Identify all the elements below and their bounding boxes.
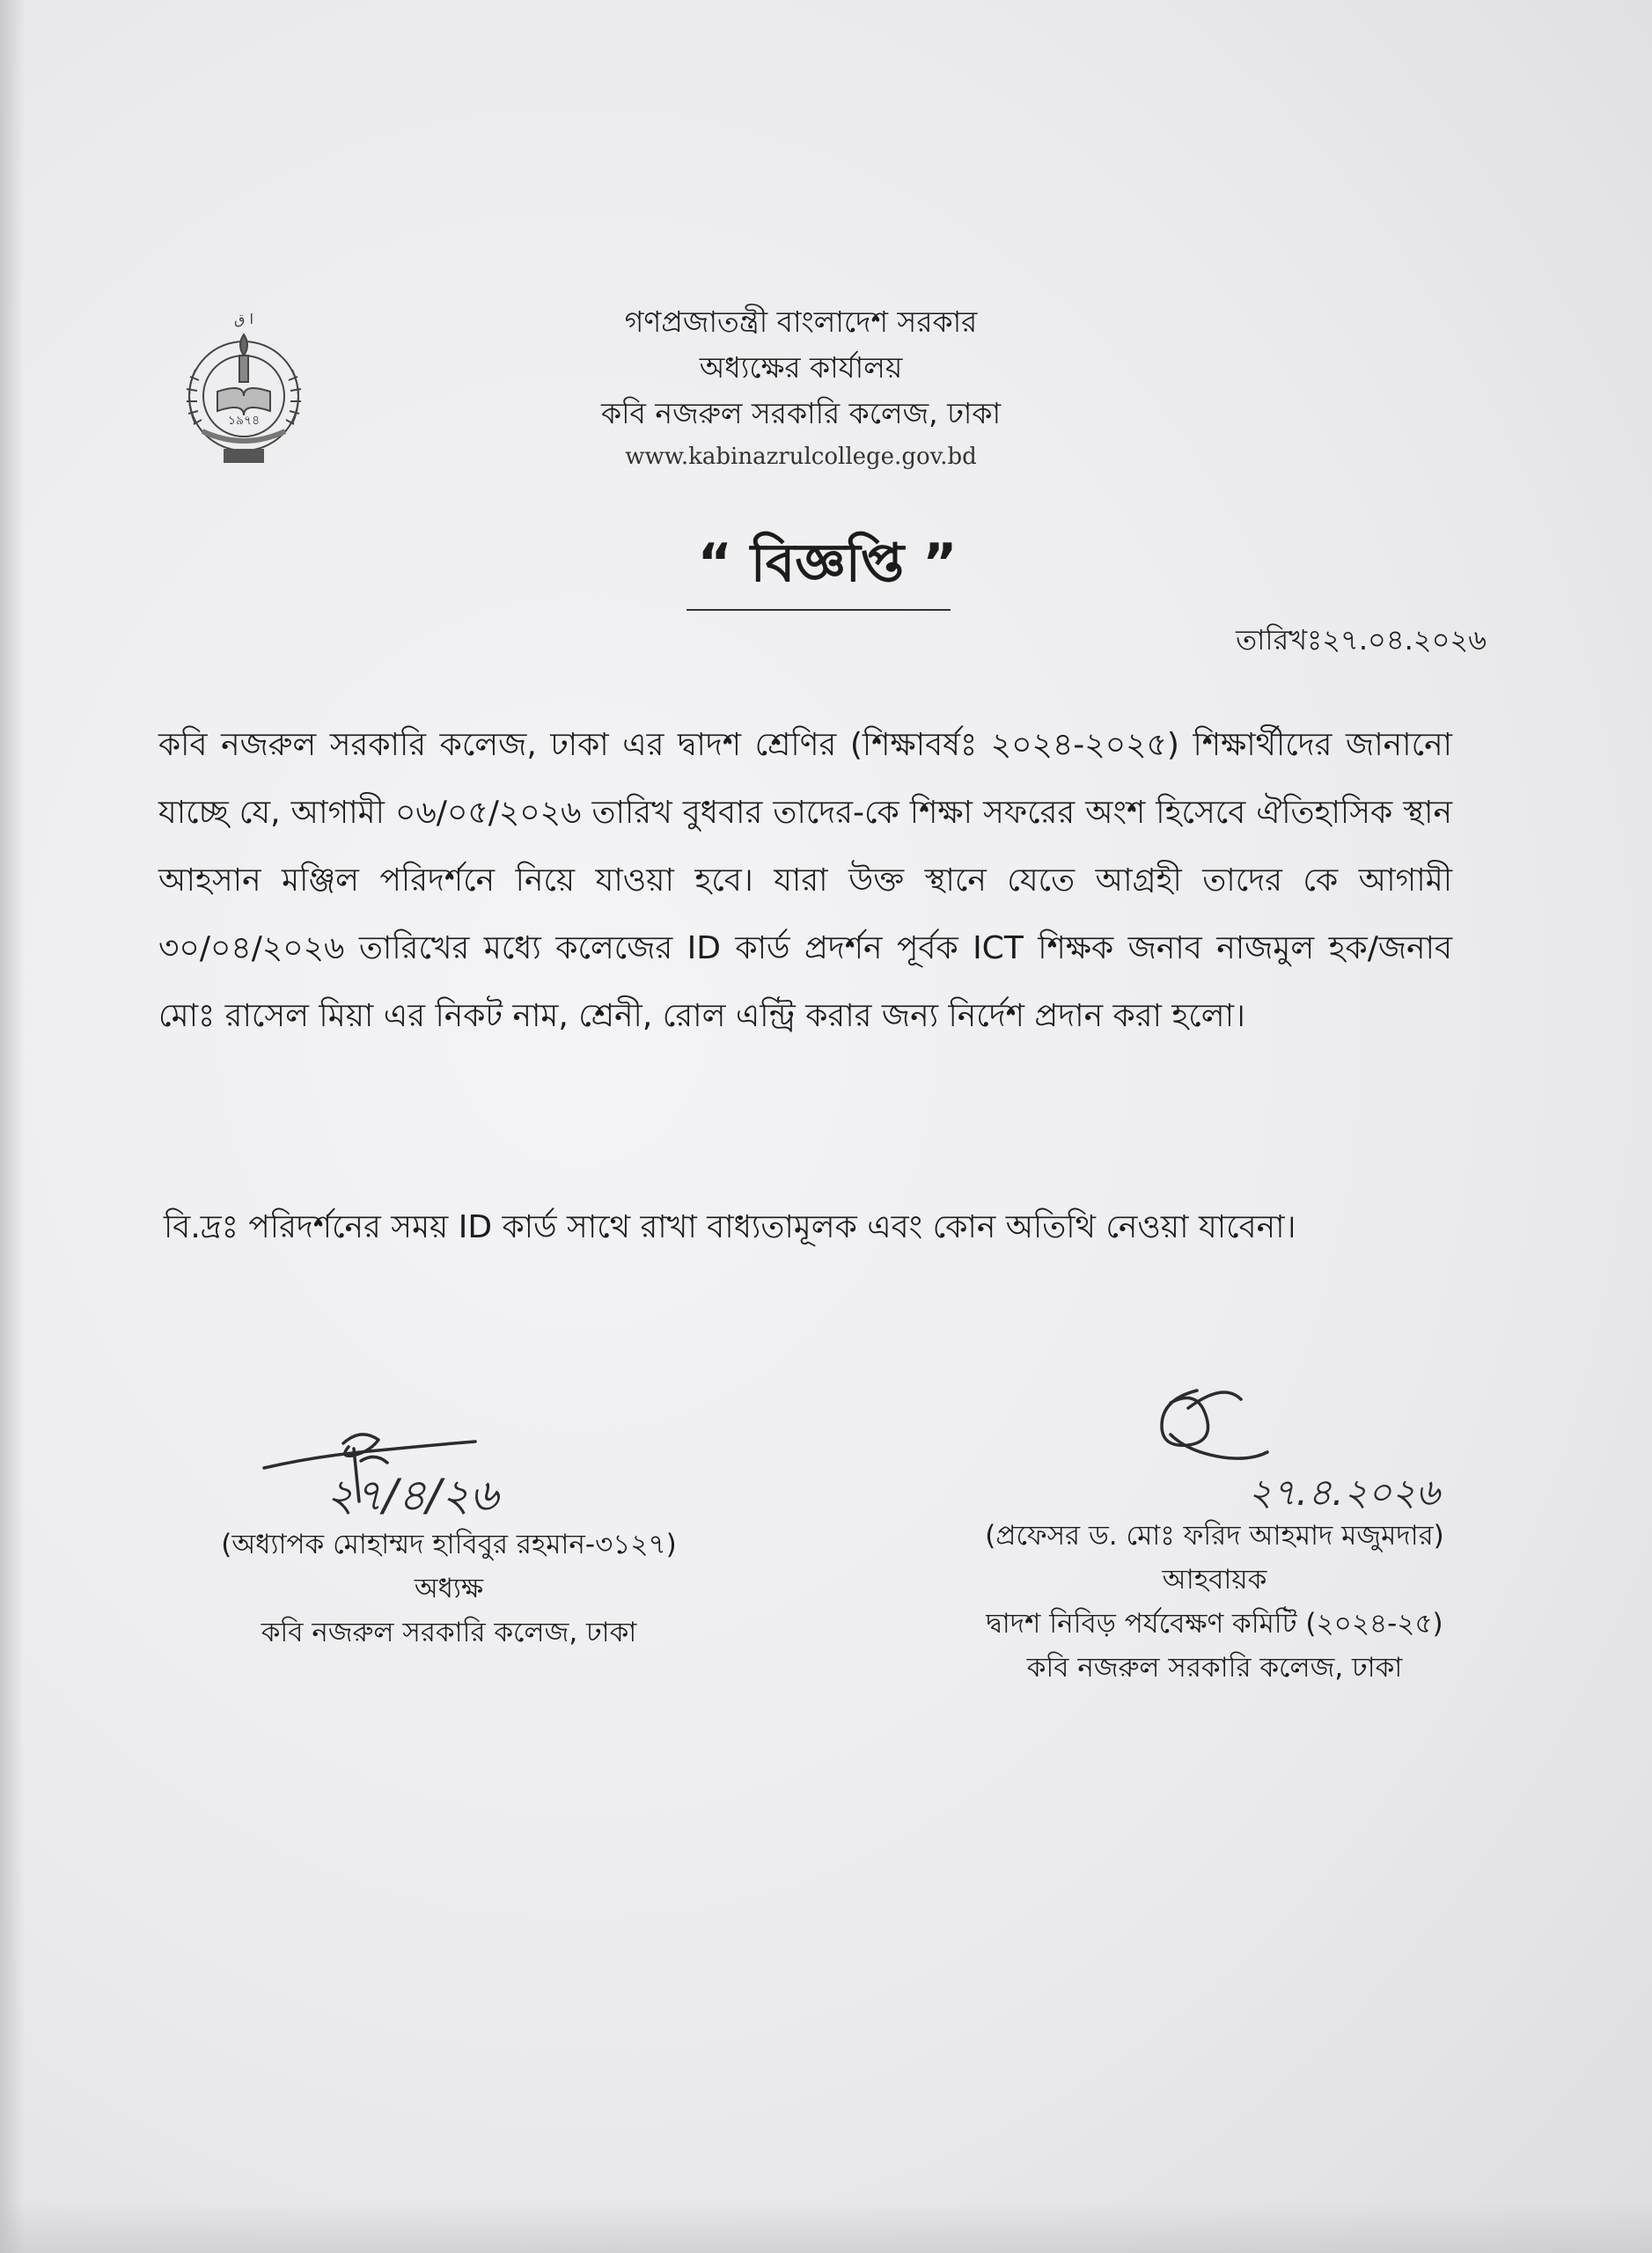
right-signature-date: ২৭.৪.২০২৬ (1248, 1471, 1440, 1514)
right-signatory-designation: আহবায়ক (1162, 1564, 1267, 1596)
notice-title: “ বিজ্ঞপ্তি ” (697, 532, 958, 594)
college-name: কবি নজরুল সরকারি কলেজ, ঢাকা (600, 396, 1002, 430)
left-signature-date: ২৭/৪/২৬ (326, 1470, 499, 1521)
left-signatory-institution: কবি নজরুল সরকারি কলেজ, ঢাকা (261, 1617, 637, 1648)
left-signatory-designation: অধ্যক্ষ (414, 1573, 484, 1604)
seal-year: ১৯৭৪ (227, 414, 261, 428)
office-name: অধ্যক্ষের কার্যালয় (699, 350, 903, 385)
college-seal-icon (169, 308, 319, 475)
title-underline (686, 609, 951, 611)
right-signatory-committee: দ্বাদশ নিবিড় পর্যবেক্ষণ কমিটি (২০২৪-২৫) (986, 1608, 1443, 1640)
office-header (528, 299, 1074, 477)
right-signatory-institution: কবি নজরুল সরকারি কলেজ, ঢাকা (1026, 1652, 1403, 1684)
right-signatory-name: (প্রফেসর ড. মোঃ ফরিদ আহমাদ মজুমদার) (985, 1520, 1444, 1552)
left-signatory (176, 1523, 722, 1655)
left-signature-icon (255, 1426, 572, 1531)
paper-bottom-shadow (0, 2200, 1652, 2253)
college-website[interactable]: www.kabinazrulcollege.gov.bd (625, 444, 977, 470)
right-signature-icon (1135, 1373, 1487, 1531)
paper-edge-shadow (0, 0, 25, 2253)
notice-date: তারিখঃ২৭.০৪.২০২৬ (1236, 623, 1487, 657)
notice-note: বি.দ্রঃ পরিদর্শনের সময় ID কার্ড সাথে রাখা বাধ্যতামূলক এবং কোন অতিথি নেওয়া যাবেনা। (164, 1209, 1296, 1245)
notice-body: কবি নজরুল সরকারি কলেজ, ঢাকা এর দ্বাদশ শ্রেণির (শিক্ষাবর্ষঃ ২০২৪-২০২৫) শিক্ষার্থীদের জানানো যাচ্ছে যে, আগামী ০৬/০৫/২০২৬ তারিখ বুধবার তাদের-কে শিক্ষা সফরের অংশ হিসেবে ঐতিহাসিক স্থান আহসান মঞ্জিল পরিদর্শনে নিয়ে যাওয়া হবে। যারা উক্ত স্থানে যেতে আগ্রহী তাদের কে আগামী ৩০/০৪/২০২৬ তারিখের মধ্যে কলেজের ID কার্ড প্রদর্শন পূর্বক ICT শিক্ষক জনাব নাজমুল হক/জনাব মোঃ রাসেল মিয়া এর নিকট নাম, শ্রেনী, রোল এন্ট্রি করার জন্য নির্দেশ প্রদান করা হলো। (158, 727, 1452, 1034)
government-name: গণপ্রজাতন্ত্রী বাংলাদেশ সরকার (624, 305, 978, 339)
left-signatory-name: (অধ্যাপক মোহাম্মদ হাবিবুর রহমান-৩১২৭) (221, 1529, 677, 1560)
right-signatory (915, 1514, 1514, 1690)
svg-text:ا ق: ا ق (234, 311, 253, 327)
